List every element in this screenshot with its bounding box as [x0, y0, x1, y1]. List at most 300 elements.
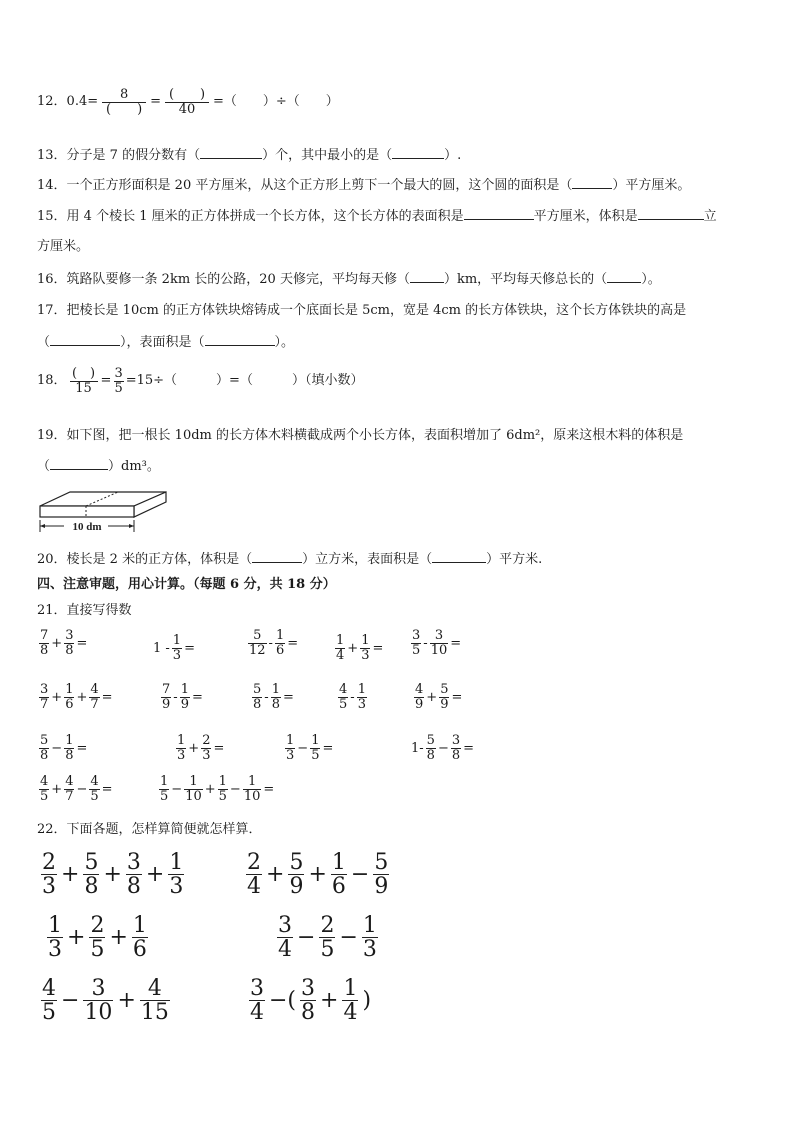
numerator: 1	[65, 733, 74, 748]
figure-length-label: 10 dm	[72, 521, 102, 533]
denominator: 4	[247, 874, 261, 900]
numerator: 2	[202, 733, 211, 748]
q14-blank-1[interactable]	[572, 176, 612, 189]
q17-blank-1[interactable]	[50, 333, 120, 346]
q12-f2-denominator: 40	[178, 101, 196, 117]
operator: =	[191, 689, 203, 705]
fraction	[41, 851, 57, 898]
q21-expr	[160, 683, 204, 711]
operator: =	[263, 781, 275, 797]
numerator: 3	[412, 628, 421, 643]
fraction	[362, 914, 378, 961]
fraction	[300, 977, 316, 1024]
q15-text-1: 15．用 4 个棱长 1 厘米的正方体拼成一个长方体，这个长方体的表面积是	[37, 209, 464, 224]
fraction	[89, 775, 99, 803]
operator: =	[450, 635, 462, 651]
q18-equals: =	[100, 373, 112, 389]
numerator: 1	[160, 774, 169, 789]
operator: =	[184, 640, 195, 656]
fraction	[338, 683, 348, 711]
fraction	[39, 734, 49, 762]
q16-text-3: ）。	[641, 272, 661, 287]
denominator: 6	[132, 937, 147, 963]
numerator: 5	[253, 682, 262, 697]
numerator: 2	[247, 850, 261, 875]
denominator: 5	[40, 788, 49, 804]
q21-expr	[413, 683, 463, 711]
operator: =	[76, 740, 88, 756]
fraction	[277, 914, 293, 961]
q12-tail: =（ ）÷（ ）	[213, 94, 339, 110]
operator: )	[362, 988, 372, 1014]
fraction	[357, 683, 367, 711]
numerator: 5	[253, 628, 262, 643]
operator: −	[297, 740, 309, 756]
numerator: 1	[189, 774, 198, 789]
fraction	[342, 977, 358, 1024]
q16-text-1: 16．筑路队要修一条 2km 长的公路，20 天修完，平均每天修（	[37, 272, 410, 287]
q22-expr	[40, 977, 171, 1024]
q15-blank-2[interactable]	[638, 207, 704, 220]
fraction	[159, 775, 169, 803]
denominator: 5	[160, 788, 169, 804]
fraction	[373, 851, 389, 898]
q19-blank-1[interactable]	[50, 457, 108, 470]
fraction	[39, 775, 49, 803]
question-21-title: 21．直接写得数	[37, 603, 132, 618]
denominator: 4	[278, 937, 292, 963]
operator: =	[322, 740, 334, 756]
q13-text-3: ）.	[444, 148, 462, 163]
operator: −	[339, 925, 358, 951]
denominator: 7	[40, 696, 49, 712]
numerator: 4	[42, 976, 56, 1001]
denominator: 10	[243, 788, 261, 804]
operator: =	[101, 689, 113, 705]
numerator: 4	[90, 774, 99, 789]
q12-f1-numerator: 8	[119, 87, 129, 102]
denominator: 15	[140, 1000, 169, 1026]
q17-blank-2[interactable]	[205, 333, 275, 346]
denominator: 5	[311, 747, 320, 763]
numerator: 1	[218, 774, 227, 789]
operator: +	[188, 740, 200, 756]
fraction	[201, 734, 211, 762]
q16-blank-2[interactable]	[607, 270, 641, 283]
numerator: 5	[289, 850, 304, 875]
q13-blank-2[interactable]	[392, 146, 444, 159]
numerator: 1	[311, 733, 320, 748]
q18-tail: =15÷（ ）=（ ）（填小数）	[125, 373, 364, 389]
numerator: 3	[301, 976, 316, 1001]
q21-expr	[284, 734, 334, 762]
q20-text-3: ）平方米.	[486, 552, 543, 567]
fraction	[249, 977, 265, 1024]
numerator: 3	[250, 976, 264, 1001]
fraction	[246, 851, 262, 898]
fraction	[288, 851, 304, 898]
denominator: 8	[271, 696, 280, 712]
question-13	[37, 146, 461, 165]
denominator: 3	[362, 937, 377, 963]
numerator: 1	[65, 682, 74, 697]
denominator: 8	[426, 747, 435, 763]
q21-expr	[175, 734, 225, 762]
denominator: 8	[126, 874, 141, 900]
fraction	[39, 683, 49, 711]
operator: −	[437, 740, 449, 756]
operator: -	[264, 689, 269, 705]
operator: =	[451, 689, 463, 705]
numerator: 1	[331, 850, 346, 875]
q12-f2-numerator: ( )	[168, 87, 206, 102]
denominator: 5	[42, 1000, 56, 1026]
fraction	[39, 629, 49, 657]
denominator: 3	[48, 937, 62, 963]
denominator: 3	[42, 874, 56, 900]
q15-text-3: 立	[703, 209, 717, 224]
operator: +	[51, 781, 63, 797]
q21-expr	[38, 734, 88, 762]
fraction	[310, 734, 320, 762]
denominator: 5	[339, 696, 348, 712]
operator: +	[51, 689, 63, 705]
denominator: 8	[451, 747, 461, 763]
numerator: 4	[90, 682, 99, 697]
denominator: 9	[415, 696, 424, 712]
question-22-title: 22．下面各题，怎样算简便就怎样算．	[37, 822, 262, 837]
operator: -	[423, 635, 428, 651]
fraction	[176, 734, 186, 762]
numerator: 1	[343, 976, 358, 1001]
q18-f2-denominator: 5	[114, 380, 123, 396]
operator: =	[372, 640, 384, 656]
q21-expr	[158, 775, 275, 803]
section-4-heading: 四、注意审题，用心计算。（每题 6 分，共 18 分）	[37, 577, 336, 592]
q21-expr	[152, 634, 196, 662]
denominator: 9	[180, 696, 189, 712]
q21-expr	[337, 683, 368, 711]
q21-expr	[38, 629, 88, 657]
operator: −	[76, 781, 88, 797]
denominator: 3	[286, 747, 295, 763]
operator: 1-	[411, 740, 424, 756]
numerator: 4	[147, 976, 162, 1001]
numerator: 4	[415, 682, 424, 697]
operator: =	[287, 635, 299, 651]
denominator: 5	[90, 937, 105, 963]
numerator: 1	[247, 774, 257, 789]
denominator: 5	[218, 788, 227, 804]
operator: +	[426, 689, 438, 705]
numerator: 3	[278, 913, 292, 938]
numerator: 1	[336, 633, 345, 648]
fraction	[64, 629, 74, 657]
q22-expr	[46, 914, 149, 961]
fraction	[64, 734, 74, 762]
q13-blank-1[interactable]	[200, 146, 262, 159]
denominator: 8	[65, 747, 74, 763]
fraction	[451, 734, 461, 762]
numerator: 1	[132, 913, 147, 938]
fraction	[140, 977, 170, 1024]
denominator: 3	[169, 874, 184, 900]
operator: +	[109, 925, 128, 951]
q22-expr	[248, 977, 374, 1024]
q17-text-3: ）。	[274, 335, 295, 350]
q21-expr	[334, 634, 384, 662]
q17-text-2: ），表面积是（	[120, 335, 205, 350]
question-12	[37, 88, 339, 116]
operator: −	[171, 781, 183, 797]
q21-expr	[38, 683, 114, 711]
denominator: 6	[275, 642, 285, 658]
fraction	[132, 914, 148, 961]
q18-fraction-2	[113, 367, 123, 395]
fraction	[89, 683, 99, 711]
q21-expr	[410, 629, 462, 657]
q14-text-1: 14．一个正方形面积是 20 平方厘米，从这个正方形上剪下一个最大的圆，这个圆的面积是（	[37, 178, 573, 193]
denominator: 10	[84, 1000, 113, 1026]
numerator: 1	[362, 913, 377, 938]
q20-blank-2[interactable]	[432, 550, 486, 563]
operator: =	[213, 740, 225, 756]
operator: -	[268, 635, 273, 651]
numerator: 2	[90, 913, 105, 938]
denominator: 6	[65, 696, 74, 712]
fraction	[248, 629, 267, 657]
q17-text-1: （	[37, 335, 51, 350]
fraction	[439, 683, 449, 711]
operator: +	[204, 781, 216, 797]
q20-blank-1[interactable]	[252, 550, 302, 563]
numerator: 1	[357, 682, 366, 697]
fraction	[126, 851, 142, 898]
numerator: 1	[361, 633, 370, 648]
question-19-line-2	[37, 457, 160, 476]
operator: +	[67, 925, 86, 951]
q21-expr	[251, 683, 295, 711]
numerator: 1	[177, 733, 186, 748]
numerator: 2	[42, 850, 56, 875]
q13-text-2: ）个，其中最小的是（	[262, 148, 393, 163]
denominator: 9	[162, 696, 171, 712]
denominator: 4	[336, 647, 345, 663]
question-17: 17．把棱长是 10cm 的正方体铁块熔铸成一个底面长是 5cm，宽是 4cm 的长方体铁块，这个长方体铁块的高是	[37, 303, 687, 318]
denominator: 3	[202, 747, 211, 763]
q16-text-2: ）km，平均每天修总长的（	[443, 272, 608, 287]
q18-f2-numerator: 3	[114, 366, 123, 381]
q12-f1-denominator: ( )	[106, 101, 143, 117]
numerator: 1	[48, 913, 62, 938]
fraction	[64, 775, 74, 803]
denominator: 8	[40, 747, 49, 763]
q21-expr	[38, 775, 114, 803]
operator: =	[76, 635, 88, 651]
denominator: 4	[343, 1000, 358, 1026]
q21-expr	[410, 734, 475, 762]
question-18	[37, 367, 363, 395]
fraction	[64, 683, 74, 711]
operator: +	[266, 862, 285, 888]
fraction	[83, 977, 113, 1024]
denominator: 3	[357, 696, 366, 712]
q20-text-1: 20．棱长是 2 米的正方体，体积是（	[37, 552, 253, 567]
fraction	[184, 775, 203, 803]
operator: -	[173, 689, 178, 705]
denominator: 6	[331, 874, 346, 900]
fraction	[430, 629, 449, 657]
operator: −	[51, 740, 63, 756]
fraction	[172, 634, 182, 662]
denominator: 9	[374, 874, 389, 900]
fraction	[414, 683, 424, 711]
numerator: 3	[434, 628, 444, 643]
fraction	[180, 683, 190, 711]
fraction	[243, 775, 262, 803]
q18-label: 18．	[37, 373, 67, 389]
numerator: 5	[84, 850, 99, 875]
operator: −	[61, 988, 80, 1014]
fraction	[218, 775, 228, 803]
q14-text-2: ）平方厘米。	[612, 178, 691, 193]
q18-fraction-1	[70, 367, 98, 395]
denominator: 10	[185, 788, 202, 804]
numerator: 3	[126, 850, 141, 875]
numerator: 1	[180, 682, 189, 697]
denominator: 3	[172, 647, 182, 663]
question-15-line-2: 方厘米。	[37, 239, 90, 254]
operator: −	[297, 925, 316, 951]
question-14	[37, 176, 690, 195]
q12-fraction-1	[102, 88, 146, 116]
q22-expr	[245, 851, 390, 898]
numerator: 2	[320, 913, 335, 938]
numerator: 3	[451, 733, 461, 748]
denominator: 4	[250, 1000, 264, 1026]
q12-fraction-2	[165, 88, 209, 116]
operator: -	[350, 689, 355, 705]
fraction	[271, 683, 281, 711]
fraction	[252, 683, 262, 711]
fraction	[426, 734, 436, 762]
operator: 1 -	[153, 640, 170, 656]
q20-text-2: ）立方米，表面积是（	[302, 552, 433, 567]
numerator: 4	[65, 774, 74, 789]
operator: +	[347, 640, 359, 656]
fraction	[335, 634, 345, 662]
q18-f1-numerator: ( )	[71, 366, 96, 381]
fraction	[161, 683, 171, 711]
numerator: 1	[271, 682, 280, 697]
wood-block-figure	[36, 490, 170, 536]
denominator: 8	[253, 696, 262, 712]
question-17-line-2	[37, 333, 294, 352]
operator: =	[101, 781, 113, 797]
q19-text-1: （	[37, 459, 51, 474]
numerator: 5	[426, 733, 435, 748]
fraction	[83, 851, 99, 898]
numerator: 1	[275, 628, 285, 643]
denominator: 5	[412, 642, 421, 658]
numerator: 4	[40, 774, 49, 789]
q12-equals: =	[150, 94, 162, 110]
numerator: 1	[169, 850, 184, 875]
fraction	[285, 734, 295, 762]
denominator: 10	[430, 642, 448, 658]
q15-blank-1[interactable]	[464, 207, 534, 220]
numerator: 7	[40, 628, 49, 643]
fraction	[168, 851, 184, 898]
denominator: 3	[177, 747, 186, 763]
question-15	[37, 207, 717, 226]
denominator: 7	[90, 696, 99, 712]
numerator: 4	[339, 682, 348, 697]
fraction	[411, 629, 421, 657]
numerator: 5	[374, 850, 389, 875]
fraction	[319, 914, 335, 961]
q15-text-2: 平方厘米，体积是	[533, 209, 638, 224]
fraction	[275, 629, 285, 657]
numerator: 1	[172, 633, 182, 648]
denominator: 9	[289, 874, 304, 900]
q18-f1-denominator: 15	[75, 380, 92, 396]
q12-label: 12．0.4=	[37, 94, 99, 110]
operator: =	[463, 740, 475, 756]
q21-expr	[247, 629, 299, 657]
operator: +	[308, 862, 327, 888]
numerator: 5	[40, 733, 49, 748]
q13-text-1: 13．分子是 7 的假分数有（	[37, 148, 201, 163]
operator: +	[117, 988, 136, 1014]
operator: +	[145, 862, 165, 888]
numerator: 3	[91, 976, 106, 1001]
denominator: 5	[320, 937, 335, 963]
operator: +	[61, 862, 80, 888]
numerator: 7	[162, 682, 171, 697]
denominator: 9	[440, 696, 449, 712]
question-20	[37, 550, 542, 569]
operator: −(	[269, 988, 297, 1014]
question-19: 19．如下图，把一根长 10dm 的长方体木料横截成两个小长方体，表面积增加了 6dm²，原来这根木料的体积是	[37, 428, 684, 443]
q22-expr	[40, 851, 185, 898]
fraction	[47, 914, 63, 961]
operator: +	[320, 988, 339, 1014]
denominator: 5	[90, 788, 99, 804]
fraction	[360, 634, 370, 662]
q22-expr	[276, 914, 379, 961]
numerator: 5	[440, 682, 449, 697]
fraction	[89, 914, 105, 961]
q19-text-2: ）dm³。	[108, 459, 160, 474]
numerator: 3	[40, 682, 49, 697]
q16-blank-1[interactable]	[410, 270, 444, 283]
operator: +	[51, 635, 63, 651]
denominator: 12	[249, 642, 266, 658]
fraction	[331, 851, 347, 898]
denominator: 8	[84, 874, 99, 900]
operator: −	[350, 862, 370, 888]
fraction	[41, 977, 57, 1024]
numerator: 1	[286, 733, 295, 748]
numerator: 3	[65, 628, 74, 643]
operator: +	[103, 862, 122, 888]
question-16	[37, 270, 661, 289]
denominator: 7	[65, 788, 74, 804]
denominator: 8	[40, 642, 49, 658]
operator: −	[229, 781, 241, 797]
operator: +	[76, 689, 88, 705]
